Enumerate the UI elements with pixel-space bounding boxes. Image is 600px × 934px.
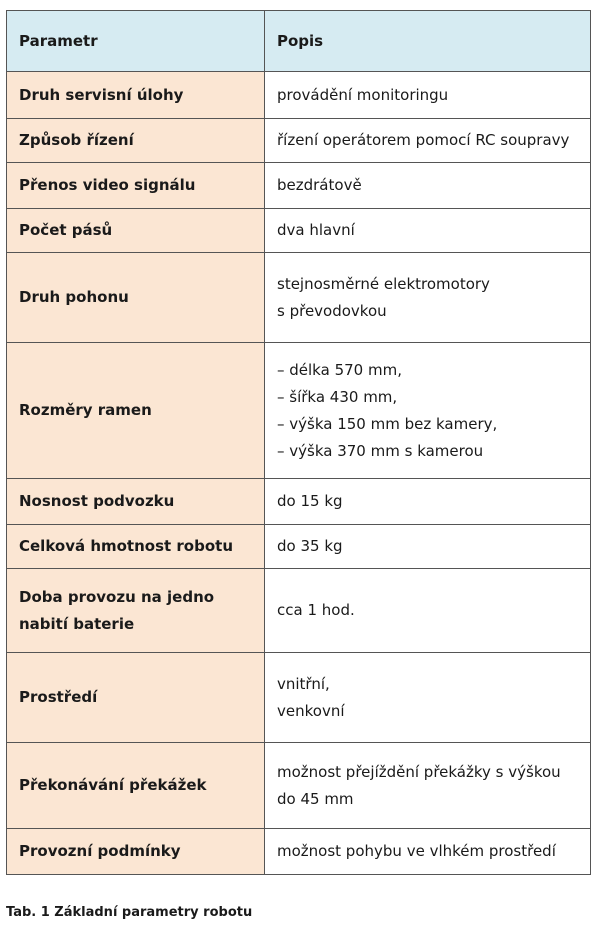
table-header-row [7,11,591,72]
parameters-table-wrapper [6,10,590,875]
description-line: vnitřní, [277,674,330,693]
description-line: řízení operátorem pomocí RC soupravy [277,131,570,149]
row-description [265,163,591,209]
description-line: do 35 kg [277,537,343,555]
table-row [7,569,591,653]
parameter-line: Doba provozu na jedno [19,587,215,606]
description-line: provádění monitoringu [277,85,449,104]
description-line: možnost přejíždění překážky s výškou [277,762,561,781]
description-line: do 45 mm [277,789,354,808]
row-description [265,653,591,743]
row-parameter [7,653,265,743]
table-row [7,653,591,743]
parameter-line: Rozměry ramen [19,401,152,419]
table-row [7,829,591,875]
row-parameter [7,72,265,119]
description-line: cca 1 hod. [277,601,355,619]
row-parameter [7,829,265,875]
description-line: – délka 570 mm, [277,360,402,379]
table-row [7,163,591,209]
parameter-line: Druh servisní úlohy [19,85,184,104]
row-description [265,479,591,525]
table-body [7,72,591,875]
row-parameter [7,479,265,525]
row-parameter [7,163,265,209]
description-line: možnost pohybu ve vlhkém prostředí [277,842,556,860]
parameter-line: Počet pásů [19,221,113,239]
row-description [265,743,591,829]
parameter-line: Způsob řízení [19,131,134,149]
description-line: stejnosměrné elektromotory [277,274,490,293]
row-description [265,209,591,253]
description-line: – šířka 430 mm, [277,387,398,406]
table-row [7,119,591,163]
parameter-line: Provozní podmínky [19,842,181,860]
table-row [7,209,591,253]
row-parameter [7,569,265,653]
description-line: venkovní [277,701,345,720]
parameter-line: Překonávání překážek [19,776,207,794]
row-description [265,829,591,875]
description-line: – výška 150 mm bez kamery, [277,414,498,433]
table-row [7,525,591,569]
parameters-table [6,10,591,875]
table-caption: Tab. 1 Základní parametry robotu [6,905,253,920]
row-parameter [7,119,265,163]
table-row [7,253,591,343]
parameter-line: Prostředí [19,688,98,706]
parameter-line: nabití baterie [19,614,135,633]
table-row [7,479,591,525]
row-parameter [7,209,265,253]
header-description: Popis [265,11,591,72]
row-description [265,343,591,479]
table-row [7,343,591,479]
row-description [265,119,591,163]
parameter-line: Přenos video signálu [19,176,196,194]
description-line: dva hlavní [277,221,355,239]
description-line: do 15 kg [277,492,343,510]
row-description [265,72,591,119]
header-parameter: Parametr [7,11,265,72]
parameter-line: Druh pohonu [19,288,129,306]
row-parameter [7,743,265,829]
row-parameter [7,343,265,479]
table-row [7,72,591,119]
row-description [265,569,591,653]
description-line: s převodovkou [277,301,387,320]
row-description [265,253,591,343]
description-line: – výška 370 mm s kamerou [277,441,484,460]
row-parameter [7,525,265,569]
row-description [265,525,591,569]
row-parameter [7,253,265,343]
description-line: bezdrátově [277,176,362,194]
parameter-line: Nosnost podvozku [19,492,175,510]
table-row [7,743,591,829]
parameter-line: Celková hmotnost robotu [19,537,234,555]
